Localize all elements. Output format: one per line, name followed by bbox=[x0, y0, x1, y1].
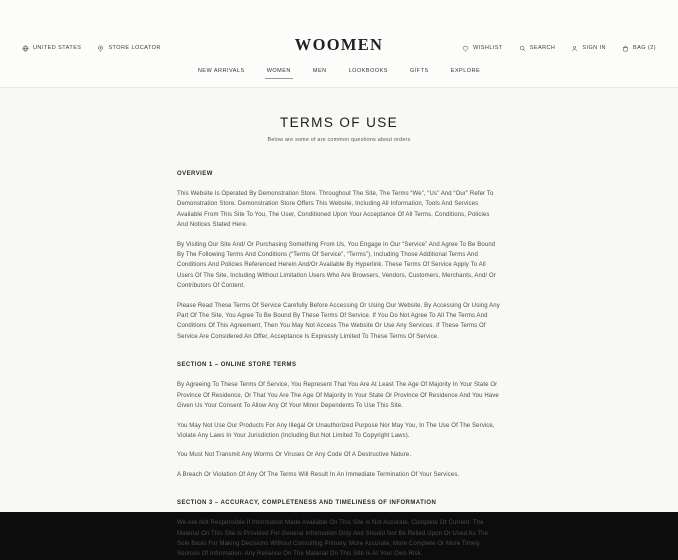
section-heading: SECTION 3 – ACCURACY, COMPLETENESS AND TIMELINESS OF INFORMATION bbox=[177, 500, 437, 507]
nav-item-lookbooks[interactable]: LOOKBOOKS bbox=[348, 68, 388, 74]
terms-paragraph: You May Not Use Our Products For Any Illegal Or Unauthorized Purpose Nor May You, In The Use Of The Service, Violate Any Laws In Your Jurisdiction (Including But Not Limited To Copyright Laws). bbox=[177, 422, 495, 439]
country-selector-label: UNITED STATES bbox=[33, 45, 82, 51]
sign-in-label: SIGN IN bbox=[582, 45, 606, 51]
page-title-block bbox=[0, 115, 678, 143]
nav-item-new-arrivals[interactable]: NEW ARRIVALS bbox=[197, 68, 245, 74]
terms-paragraph: This Website Is Operated By Demonstration Store. Throughout The Site, The Terms “We”, “Us” And “Our” Refer To Demonstration Store. Demonstration Store Offers This Website, Including All Information, Tools And Services Available From This Site To You, The User, Conditioned Upon Your Acceptance Of All Terms, Conditions, Policies And Notices Stated Here. bbox=[177, 191, 494, 229]
main-nav bbox=[0, 68, 678, 87]
section-3-accuracy bbox=[177, 500, 501, 560]
nav-item-women[interactable]: WOMEN bbox=[267, 68, 291, 78]
terms-paragraph: By Agreeing To These Terms Of Service, You Represent That You Are At Least The Age Of Majority In Your State Or Province Of Residence, Or That You Are The Age Of Majority In Your State Or Province Of Residence And You Have Given Us Your Consent To Allow Any Of Your Minor Dependents To Use This Site. bbox=[177, 382, 499, 410]
section-overview bbox=[177, 171, 501, 342]
terms-paragraph: By Visiting Our Site And/ Or Purchasing Something From Us, You Engage In Our “Service” And Agree To Be Bound By The Following Terms And Conditions (“Terms Of Service”, “Terms”), Including Those Additional Terms And Conditions And Policies Referenced Herein And/Or Available By Hyperlink. These Terms Of Service Apply To All Users Of The Site, Including Without Limitation Users Who Are Browsers, Vendors, Customers, Merchants, And/ Or Contributors Of Content. bbox=[177, 241, 496, 290]
search-label: SEARCH bbox=[529, 45, 556, 51]
nav-item-gifts[interactable]: GIFTS bbox=[409, 68, 429, 74]
section-heading: SECTION 1 – ONLINE STORE TERMS bbox=[177, 362, 297, 369]
header-topbar bbox=[0, 35, 678, 58]
bag-count-label: BAG (2) bbox=[632, 45, 656, 51]
terms-paragraph: We Are Not Responsible If Information Made Available On This Site Is Not Accurate, Complete Or Current. The Material On This Site Is Provided For General Information Only And Should Not Be Relied Upon Or Used As The Sole Basis For Making Decisions Without Consulting Primary, More Accurate, More Complete Or More Timely Sources Of Information. Any Reliance On The Material On This Site Is At Your Own Risk. bbox=[177, 520, 489, 558]
section-1-online-store-terms bbox=[177, 362, 501, 480]
page-subtitle: Below are some of are common questions about orders bbox=[267, 137, 411, 143]
site-header bbox=[0, 0, 678, 88]
brand-logo[interactable]: WOOMEN bbox=[294, 35, 384, 54]
terms-paragraph: You Must Not Transmit Any Worms Or Viruses Or Any Code Of A Destructive Nature. bbox=[177, 452, 412, 459]
nav-item-explore[interactable]: EXPLORE bbox=[450, 68, 481, 74]
store-locator-label: STORE LOCATOR bbox=[108, 45, 161, 51]
page-title: TERMS OF USE bbox=[279, 115, 399, 130]
terms-paragraph: Please Read These Terms Of Service Carefully Before Accessing Or Using Our Website. By Accessing Or Using Any Part Of The Site, You Agree To Be Bound By These Terms Of Service. If You Do Not Agree To All The Terms And Conditions Of This Agreement, Then You May Not Access The Website Or Use Any Services. If These Terms Of Service Are Considered An Offer, Acceptance Is Expressly Limited To These Terms Of Service. bbox=[177, 302, 500, 340]
nav-item-men[interactable]: MEN bbox=[312, 68, 327, 74]
wishlist-label: WISHLIST bbox=[473, 45, 503, 51]
terms-paragraph: A Breach Or Violation Of Any Of The Terms Will Result In An Immediate Termination Of Your Services. bbox=[177, 471, 460, 478]
section-heading: OVERVIEW bbox=[177, 171, 213, 177]
terms-content bbox=[177, 171, 501, 560]
